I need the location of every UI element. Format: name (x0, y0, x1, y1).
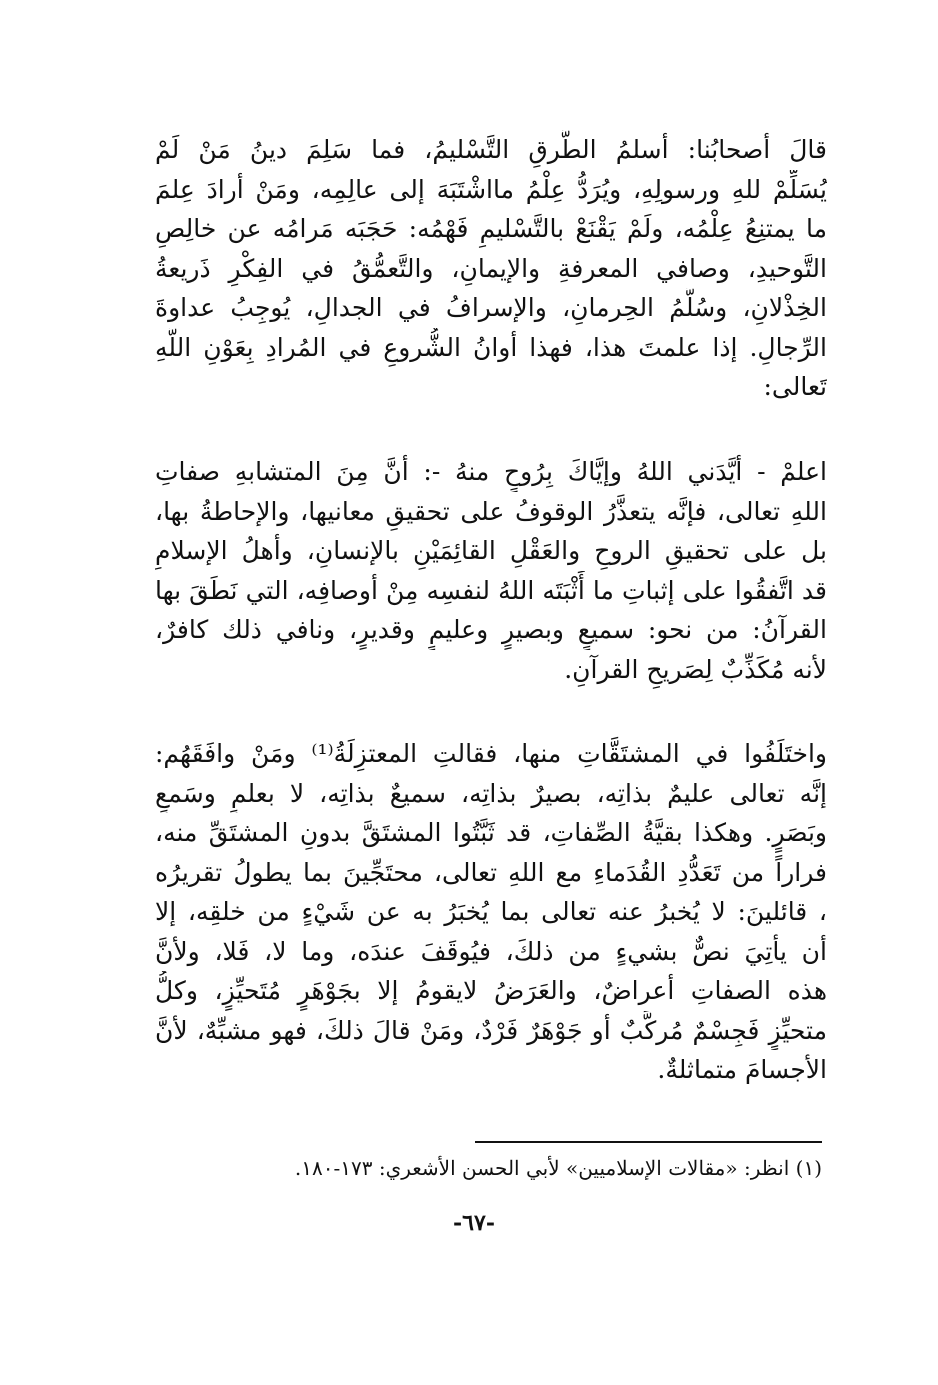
text-line: اللهِ تعالى، فإنَّه يتعذَّرُ الوقوفُ على تحقيقِ معانيها، والإحاطةُ بها، (155, 496, 827, 526)
text-line: ، قائلينَ: لا يُخبرُ عنه تعالى بما يُخبَرُ به عن شَيْءٍ من خلقِه، إلا (155, 897, 827, 926)
text-line: وبَصَرٍ. وهكذا بقيَّةُ الصِّفاتِ، قد ثَبَّتُوا المشتَقَّ بدونِ المشتَقِّ منه، (155, 818, 827, 847)
text-line: فراراً من تَعَدُّدِ القُدَماءِ مع اللهِ تعالى، محتَجِّينَ بما يطولُ تقريرُه (155, 857, 827, 887)
footnote: (١) انظر: «مقالات الإسلاميين» لأبي الحسن الأشعري: ١٧٣-١٨٠. (294, 1156, 822, 1180)
footnote-divider (475, 1141, 822, 1143)
text-line: بل على تحقيقِ الروحِ والعَقْلِ القائِمَيْنِ بالإنسانِ، وأهلُ الإسلامِ (155, 536, 827, 565)
text-line: قد اتَّفقُوا على إثباتِ ما أَثْبَتَه اللهُ لنفسِه مِنْ أوصافِه، التي نَطَقَ بها (155, 575, 827, 605)
text-line: لأنه مُكَذِّبٌ لِصَريحِ القرآنِ. (564, 654, 827, 684)
text-line: اعلمْ - أيَّدَني اللهُ وإيَّاكَ بِرُوحٍ منهُ -: أنَّ مِنَ المتشابهِ صفاتِ (155, 457, 827, 486)
text-line: هذه الصفاتِ أعراضٌ، والعَرَضُ لايقومُ إلا بجَوْهَرٍ مُتَحيِّزٍ، وكلُّ (155, 976, 827, 1005)
text-line: التَّوحيدِ، وصافي المعرفةِ والإيمانِ، والتَّعمُّقُ في الفِكْرِ ذَريعةُ (155, 253, 827, 283)
text-line: القرآنُ: من نحو: سميعٍ وبصيرٍ وعليمٍ وقديرٍ، ونافي ذلك كافرٌ، (155, 615, 827, 644)
text-line: إنَّه تعالى عليمٌ بذاتِه، بصيرٌ بذاتِه، سميعٌ بذاتِه، لا بعلمٍ وسَمعٍ (155, 778, 827, 808)
page-number: -٦٧- (453, 1210, 495, 1236)
text-line: الخِذْلانِ، وسُلَّمُ الحِرمانِ، والإسرافُ في الجدالِ، يُوجِبُ عداوةَ (155, 293, 827, 322)
paragraph-2 (155, 452, 827, 689)
text-line: يُسَلِّمْ للهِ ورسولِهِ، ويُرَدُّ عِلْمُ مااشْتَبَهَ إلى عالِمِه، ومَنْ أرادَ عِلمَ (155, 174, 827, 204)
text-line: أن يأتِيَ نصٌّ بشيءٍ من ذلكَ، فيُوقَفَ عندَه، وما لا، فَلا، ولأنَّ (155, 936, 827, 966)
text-line: ما يمتنِعُ عِلْمُه، ولَمْ يَقْنَعْ بالتَّسْليمِ فَهْمُه: حَجَبَه مَرامُه عن خالِصِ (155, 214, 827, 243)
text-line: قالَ أصحابُنا: أسلمُ الطُّرقِ التَّسْليمُ، فما سَلِمَ دينُ مَنْ لَمْ (155, 135, 827, 164)
text-line: الرِّجالِ. إذا علمتَ هذا، فهذا أوانُ الشُّروعِ في المُرادِ بِعَوْنِ اللَّهِ (155, 332, 827, 362)
text-line: متحيِّزٍ فَجِسْمٌ مُركَّبٌ أو جَوْهَرٌ فَرْدٌ، ومَنْ قالَ ذلكَ، فهو مشبِّهٌ، لأنَّ (155, 1015, 827, 1045)
text-line: تَعالى: (763, 372, 827, 401)
paragraph-1 (155, 130, 827, 407)
text-line: واختَلَفُوا في المشتَقَّاتِ منها، فقالتِ المعتزِلَةُ⁽¹⁾ ومَنْ وافَقَهُم: (155, 739, 827, 768)
text-line: الأجسامَ متماثلةٌ. (657, 1055, 827, 1084)
paragraph-3 (155, 734, 827, 1090)
